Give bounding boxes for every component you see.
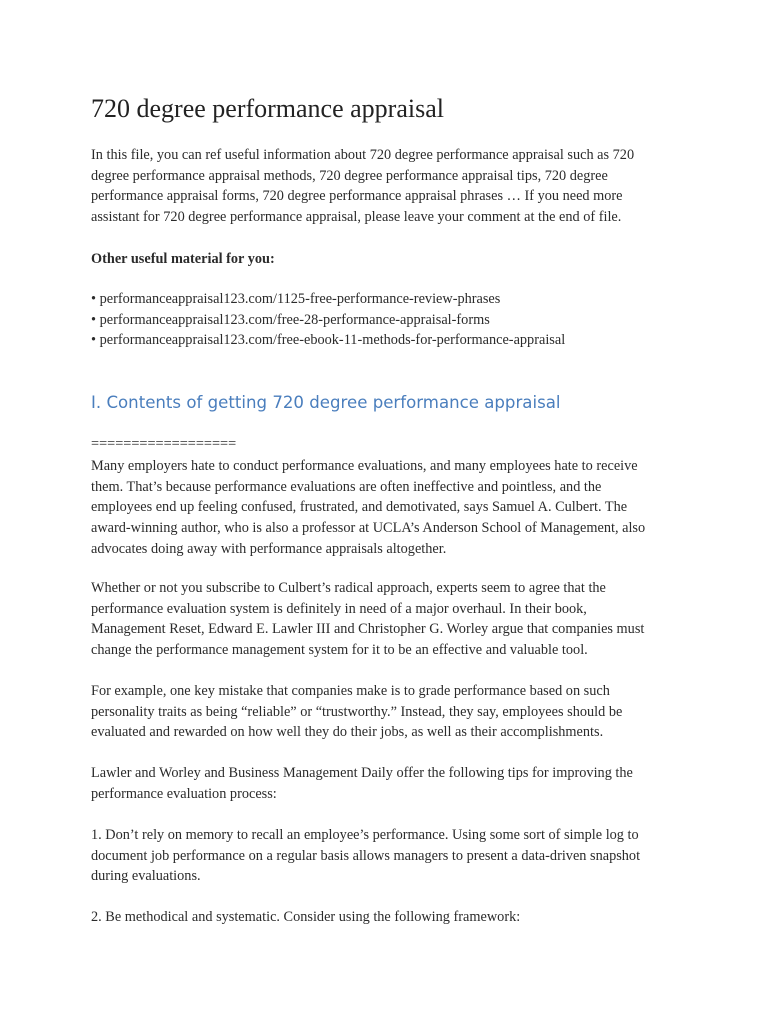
other-material-label: Other useful material for you:: [91, 251, 275, 267]
body-line: Management Reset, Edward E. Lawler III and Christopher G. Worley argue that companies must: [91, 621, 645, 638]
body-paragraph: [91, 907, 520, 928]
body-line: personality traits as being “reliable” or “trustworthy.” Instead, they say, employees should be: [91, 703, 623, 720]
useful-link-item[interactable]: • performanceappraisal123.com/free-28-performance-appraisal-forms: [91, 311, 490, 328]
body-line: Lawler and Worley and Business Management Daily offer the following tips for improving the: [91, 765, 633, 781]
intro-line: assistant for 720 degree performance appraisal, please leave your comment at the end of file.: [91, 209, 622, 226]
body-line: during evaluations.: [91, 868, 201, 885]
body-paragraph: [91, 456, 645, 560]
document-title: 720 degree performance appraisal: [91, 94, 444, 123]
intro-line: degree performance appraisal methods, 720 degree performance appraisal tips, 720 degree: [91, 167, 608, 184]
body-line: 2. Be methodical and systematic. Consider using the following framework:: [91, 909, 521, 925]
body-line: advocates doing away with performance appraisals altogether.: [91, 540, 447, 557]
body-paragraph: [91, 681, 622, 743]
body-line: award-winning author, who is also a professor at UCLA’s Anderson School of Management, also: [91, 520, 646, 537]
body-line: 1. Don’t rely on memory to recall an employee’s performance. Using some sort of simple log to: [91, 827, 639, 843]
separator-line: ==================: [91, 436, 237, 452]
useful-links-list: [91, 289, 565, 351]
body-line: performance evaluation system is definitely in need of a major overhaul. In their book,: [91, 600, 587, 617]
intro-line: performance appraisal forms, 720 degree performance appraisal phrases … If you need more: [91, 188, 623, 205]
body-line: Whether or not you subscribe to Culbert’s radical approach, experts seem to agree that the: [91, 580, 606, 596]
body-line: performance evaluation process:: [91, 785, 277, 802]
section-heading: I. Contents of getting 720 degree performance appraisal: [91, 393, 561, 412]
body-line: evaluated and rewarded on how well they do their jobs, as well as their accomplishments.: [91, 724, 604, 741]
body-paragraph: [91, 763, 633, 804]
useful-link-item[interactable]: • performanceappraisal123.com/1125-free-performance-review-phrases: [91, 291, 501, 307]
body-line: them. That’s because performance evaluations are often ineffective and pointless, and the: [91, 478, 602, 495]
intro-paragraph: [91, 145, 634, 228]
body-line: For example, one key mistake that companies make is to grade performance based on such: [91, 683, 610, 699]
intro-line: In this file, you can ref useful information about 720 degree performance appraisal such as 720: [91, 147, 635, 163]
body-line: employees end up feeling confused, frustrated, and demotivated, says Samuel A. Culbert. The: [91, 499, 628, 516]
body-line: Many employers hate to conduct performance evaluations, and many employees hate to receive: [91, 458, 638, 474]
body-line: change the performance management system for it to be an effective and valuable tool.: [91, 642, 588, 659]
useful-link-item[interactable]: • performanceappraisal123.com/free-ebook-11-methods-for-performance-appraisal: [91, 332, 566, 349]
body-line: document job performance on a regular basis allows managers to present a data-driven snapshot: [91, 847, 641, 864]
body-paragraph: [91, 825, 640, 887]
body-paragraph: [91, 578, 644, 661]
